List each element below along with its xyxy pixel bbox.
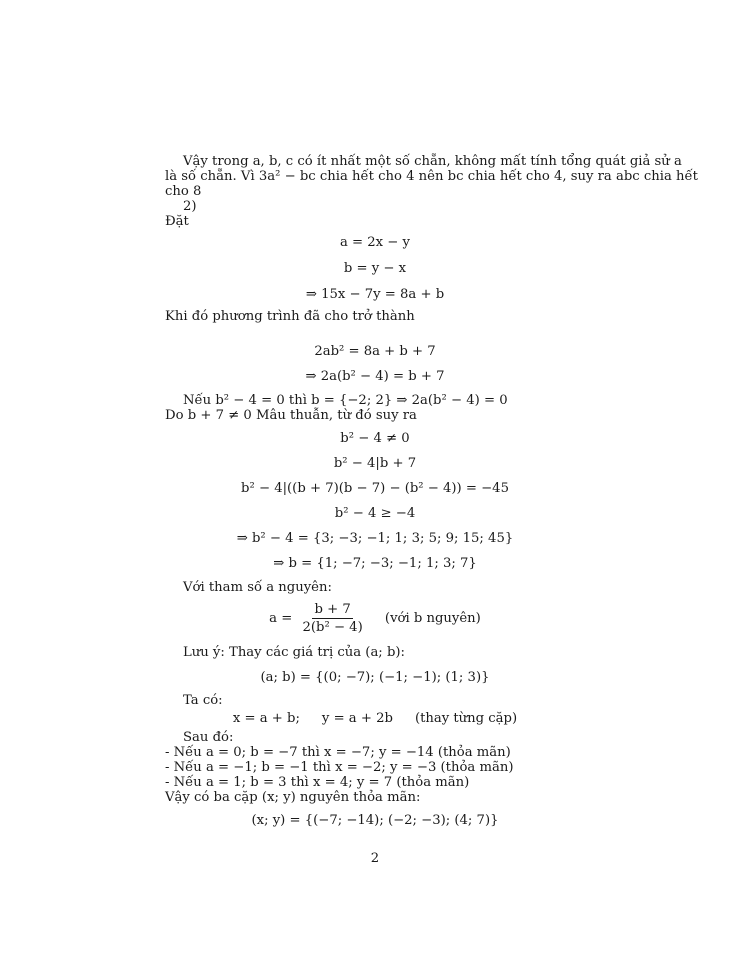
paragraph-line-1: Vậy trong a, b, c có ít nhất một số chẵn, không mất tính tổng quát giả sử a [183,154,682,169]
pairs-ab: (a; b) = {(0; −7); (−1; −1); (1; 3)} [260,670,490,685]
conclusion: Vậy có ba cặp (x; y) nguyên thỏa mãn: [165,790,421,805]
a-formula [0,602,750,635]
final-answer: (x; y) = {(−7; −14); (−2; −3); (4; 7)} [251,813,499,828]
equation-transformed-1: 2ab² = 8a + b + 7 [314,344,436,359]
paragraph-line-2: là số chẵn. Vì 3a² − bc chia hết cho 4 nên bc chia hết cho 4, suy ra abc chia hết [165,169,698,184]
item-label-2: 2) [183,199,197,214]
a-formula-note: (với b nguyên) [384,611,481,626]
derivation-3: b² − 4|((b + 7)(b − 7) − (b² − 4)) = −45 [241,481,509,496]
paragraph-line-3: cho 8 [165,184,202,199]
do-line: Do b + 7 ≠ 0 Mâu thuẫn, từ đó suy ra [165,408,417,423]
neu-line: Nếu b² − 4 = 0 thì b = {−2; 2} ⇒ 2a(b² − 4) = 0 [183,393,508,408]
page-number: 2 [370,851,380,866]
khi-do-text: Khi đó phương trình đã cho trở thành [165,309,415,324]
x-formula: x = a + b; [232,711,300,726]
dat-label: Đặt [165,214,189,229]
equation-a: a = 2x − y [339,235,410,250]
case-1: - Nếu a = 0; b = −7 thì x = −7; y = −14 (thỏa mãn) [165,745,511,760]
derivation-1: b² − 4 ≠ 0 [340,431,410,446]
equation-transformed-2: ⇒ 2a(b² − 4) = b + 7 [305,369,445,384]
case-2: - Nếu a = −1; b = −1 thì x = −2; y = −3 (thỏa mãn) [165,760,514,775]
derivation-4: b² − 4 ≥ −4 [334,506,416,521]
fraction-denominator: 2(b² − 4) [302,620,363,635]
xy-formula [0,711,750,727]
a-formula-fraction [300,602,364,635]
derivation-5: ⇒ b² − 4 = {3; −3; −1; 1; 3; 5; 9; 15; 45} [236,531,514,546]
equation-combined: ⇒ 15x − 7y = 8a + b [305,287,445,302]
y-formula: y = a + 2b [321,711,393,726]
voi-tham-so: Với tham số a nguyên: [183,580,332,595]
a-formula-lhs: a = [269,611,293,626]
fraction-numerator: b + 7 [314,602,351,617]
ta-co: Ta có: [183,693,223,708]
case-3: - Nếu a = 1; b = 3 thì x = 4; y = 7 (thỏa mãn) [165,775,470,790]
luu-y: Lưu ý: Thay các giá trị của (a; b): [183,645,405,660]
equation-b: b = y − x [343,261,407,276]
derivation-2: b² − 4|b + 7 [333,456,417,471]
derivation-6: ⇒ b = {1; −7; −3; −1; 1; 3; 7} [273,556,477,571]
sau-do: Sau đó: [183,730,234,745]
xy-note: (thay từng cặp) [414,711,518,726]
